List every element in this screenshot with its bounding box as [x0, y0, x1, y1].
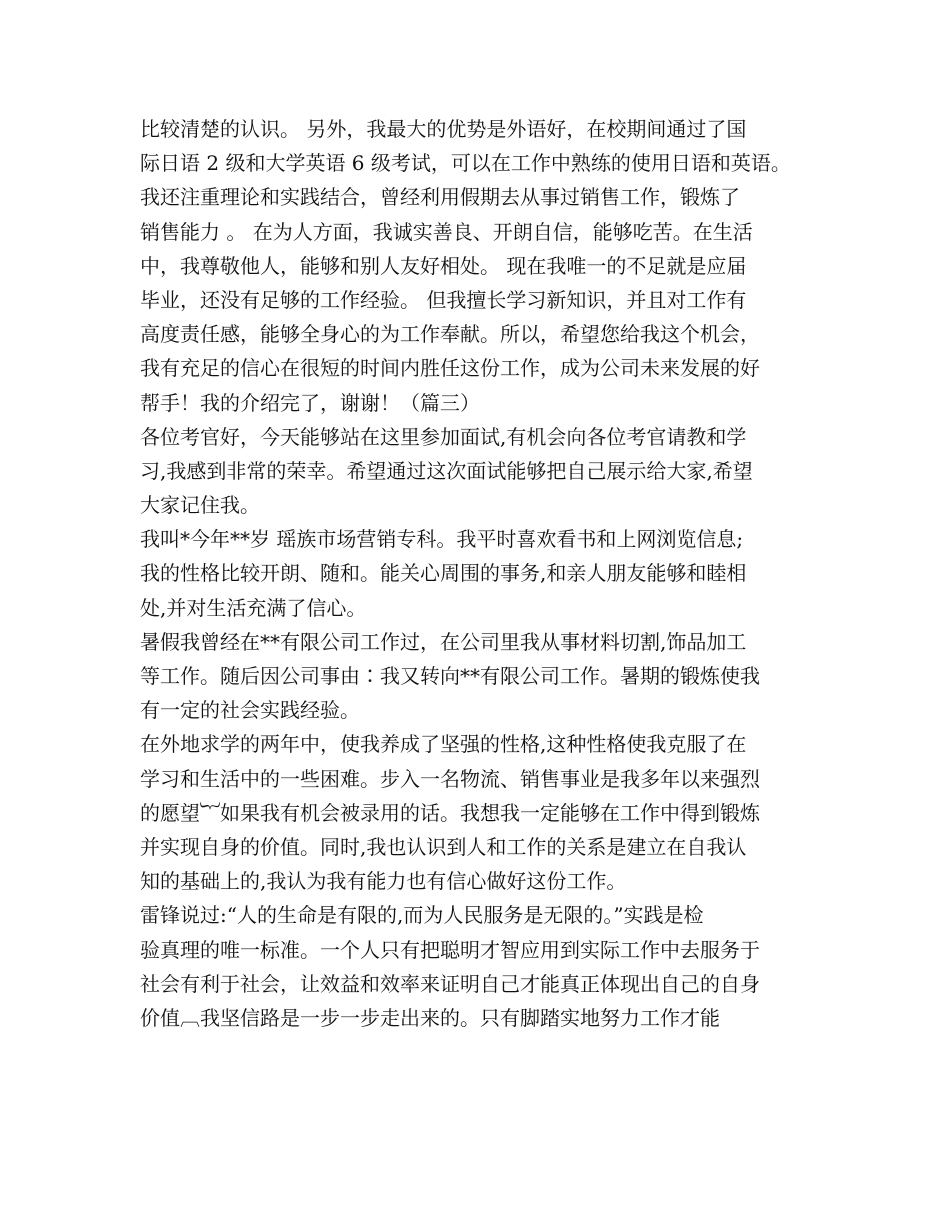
text-line: 习,我感到非常的荣幸。希望通过这次面试能够把自己展示给大家,希望: [140, 458, 753, 483]
text-line: 我叫*今年**岁 瑶族市场营销专科。我平时喜欢看书和上网浏览信息;: [140, 527, 744, 552]
text-line: 并实现自身的价值。同时,我也认识到人和工作的关系是建立在自我认: [140, 834, 747, 859]
text-line: 中，我尊敬他人，能够和别人友好相处。 现在我唯一的不足就是应届: [140, 253, 747, 278]
text-line: 帮手！我的介绍完了，谢谢！（篇三）: [140, 390, 480, 415]
text-line: 毕业，还没有足够的工作经验。 但我擅长学习新知识，并且对工作有: [140, 287, 747, 312]
text-line: 验真理的唯一标准。一个人只有把聪明才智应用到实际工作中去服务于: [140, 937, 760, 962]
text-line: 比较清楚的认识。 另外，我最大的优势是外语好，在校期间通过了国: [140, 117, 747, 141]
text-line: 处,并对生活充满了信心。: [140, 595, 367, 620]
text-line: 社会有利于社会，让效益和效率来证明自己才能真正体现出自己的自身: [140, 971, 760, 996]
text-line: 我有充足的信心在很短的时间内胜任这份工作，成为公司未来发展的好: [140, 356, 760, 381]
text-line: 学习和生活中的一些困难。步入一名物流、销售事业是我多年以来强烈: [140, 766, 760, 791]
text-line: 的愿望︸如果我有机会被录用的话。我想我一定能够在工作中得到锻炼: [140, 800, 760, 825]
document-body: [140, 112, 830, 1035]
text-line: 际日语 2 级和大学英语 6 级考试，可以在工作中熟练的使用日语和英语。: [140, 151, 791, 176]
text-line: 销售能力 。 在为人方面，我诚实善良、开朗自信，能够吃苦。在生活: [140, 219, 753, 244]
text-line: 各位考官好，今天能够站在这里参加面试,有机会向各位考官请教和学: [140, 424, 747, 449]
text-line: 在外地求学的两年中，使我养成了坚强的性格,这种性格使我克服了在: [140, 732, 747, 757]
text-line: 我还注重理论和实践结合，曾经利用假期去从事过销售工作，锻炼了: [140, 185, 740, 210]
text-line: 知的基础上的,我认为我有能力也有信心做好这份工作。: [140, 869, 627, 894]
text-line: 雷锋说过:“人的生命是有限的,而为人民服务是无限的。”实践是检: [140, 903, 704, 928]
text-line: 高度责任感，能够全身心的为工作奉献。所以，希望您给我这个机会，: [140, 322, 760, 347]
text-line: 有一定的社会实践经验。: [140, 698, 360, 723]
text-line: 等工作。随后因公司事由∶我又转向**有限公司工作。暑期的锻炼使我: [140, 664, 760, 688]
text-line: 我的性格比较开朗、随和。能关心周围的事务,和亲人朋友能够和睦相: [140, 561, 747, 586]
text-line: 价值︹我坚信路是一步一步走出来的。只有脚踏实地努力工作才能: [140, 1005, 720, 1030]
text-line: 大家记住我。: [140, 493, 260, 518]
text-line: 暑假我曾经在**有限公司工作过，在公司里我从事材料切割,饰品加工: [140, 629, 747, 654]
